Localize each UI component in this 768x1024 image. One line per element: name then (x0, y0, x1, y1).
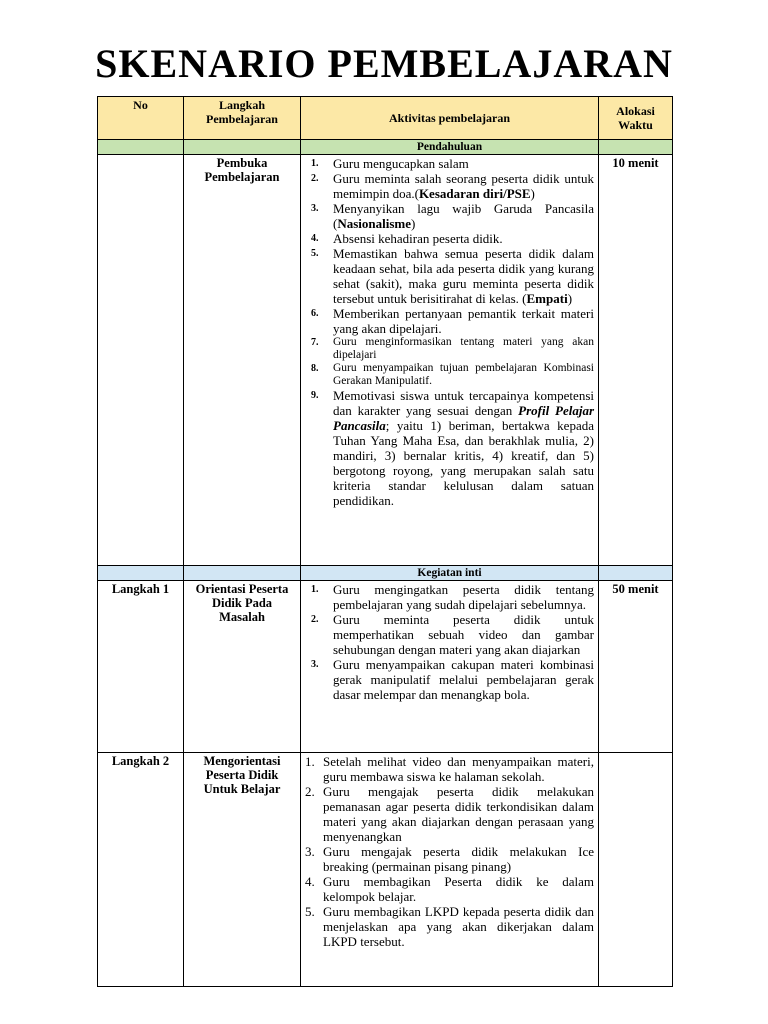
value-emphasis: Nasionalisme (337, 216, 412, 231)
activity-item (305, 582, 594, 612)
value-emphasis: Empati (526, 291, 568, 306)
activity-item (305, 306, 594, 336)
cell-langkah: Orientasi Peserta Didik Pada Masalah (184, 581, 301, 753)
item-text: Guru menyampaikan cakupan materi kombinasi gerak manipulatif melalui pembelajaran gerak dasar melempar dan menangkap bola. (333, 657, 594, 702)
cell-aktivitas (301, 155, 599, 566)
section-row-pendahuluan (98, 140, 673, 155)
activity-item (305, 336, 594, 362)
item-text: Memotivasi siswa untuk tercapainya kompetensi dan karakter yang sesuai dengan Profil Pelajar Pancasila; yaitu 1) beriman, bertakwa kepada Tuhan Yang Maha Esa, dan berakhlak mulia, 2) mandiri, 3) bernalar kritis, 4) kreatif, dan 5) bergotong royong, yang merupakan salah satu kriteria standar kelulusan dalam satuan pendidikan. (333, 388, 595, 508)
cell-waktu (599, 753, 673, 987)
value-emphasis: Kesadaran diri/PSE (418, 186, 531, 201)
activity-item (305, 388, 594, 508)
item-text: Guru menyampaikan tujuan pembelajaran Kombinasi Gerakan Manipulatif. (333, 362, 594, 387)
item-text: Guru membagikan LKPD kepada peserta didik dan menjelaskan apa yang akan dikerjakan dalam LKPD tersebut. (323, 904, 594, 949)
item-number: 7. (311, 337, 319, 348)
table-header-row (98, 97, 673, 140)
scenario-table (97, 96, 673, 987)
header-no: No (98, 97, 184, 140)
activity-item (305, 612, 594, 657)
item-text: Guru membagikan Peserta didik ke dalam kelompok belajar. (323, 874, 594, 904)
activity-item (305, 904, 594, 949)
item-text: Memastikan bahwa semua peserta didik dalam keadaan sehat, bila ada peserta didik yang kurang sehat (sakit), maka guru meminta peserta didik tersebut untuk berisitirahat di kelas. (Empati) (333, 246, 594, 306)
cell-waktu: 10 menit (599, 155, 673, 566)
item-text: Setelah melihat video dan menyampaikan materi, guru membawa siswa ke halaman sekolah. (323, 754, 594, 784)
item-text: Guru mengingatkan peserta didik tentang pembelajaran yang sudah dipelajari sebelumnya. (333, 582, 594, 612)
activity-item (305, 246, 594, 306)
section-label-pendahuluan: Pendahuluan (301, 140, 599, 155)
item-number: 9. (311, 390, 319, 401)
activity-item (305, 784, 594, 844)
item-text: Guru mengajak peserta didik melakukan pemanasan agar peserta didik terkondisikan dalam materi yang akan diajarkan dengan perasaan yang menyenangkan (323, 784, 594, 844)
item-number: 1. (311, 584, 319, 595)
item-text: Memberikan pertanyaan pemantik terkait materi yang akan dipelajari. (333, 306, 594, 336)
cell-aktivitas (301, 753, 599, 987)
header-aktivitas: Aktivitas pembelajaran (301, 97, 599, 140)
activity-item (305, 754, 594, 784)
activity-list (305, 156, 594, 508)
header-langkah: Langkah Pembelajaran (184, 97, 301, 140)
item-number: 4. (311, 233, 319, 244)
table-row-langkah-1 (98, 581, 673, 753)
item-text: Guru mengucapkan salam (333, 156, 469, 171)
header-alokasi: Alokasi Waktu (599, 97, 673, 140)
document-title: SKENARIO PEMBELAJARAN (95, 41, 673, 86)
activity-item (305, 156, 594, 171)
item-number: 1. (305, 754, 315, 769)
item-number: 2. (311, 614, 319, 625)
item-number: 6. (311, 308, 319, 319)
item-number: 5. (305, 904, 315, 919)
item-number: 2. (311, 173, 319, 184)
activity-list (305, 582, 594, 702)
item-text: Guru meminta salah seorang peserta didik untuk memimpin doa.(Kesadaran diri/PSE) (333, 171, 594, 201)
activity-item (305, 362, 594, 388)
item-text: Guru mengajak peserta didik melakukan Ice breaking (permainan pisang pinang) (323, 844, 594, 874)
item-number: 8. (311, 363, 319, 374)
item-number: 1. (311, 158, 319, 169)
activity-list (305, 754, 594, 949)
item-number: 3. (305, 844, 315, 859)
activity-item (305, 657, 594, 702)
activity-item (305, 201, 594, 231)
item-number: 3. (311, 659, 319, 670)
cell-no: Langkah 2 (98, 753, 184, 987)
table-row-pembuka (98, 155, 673, 566)
item-number: 2. (305, 784, 315, 799)
table-row-langkah-2 (98, 753, 673, 987)
activity-item (305, 171, 594, 201)
item-text: Guru meminta peserta didik untuk memperhatikan sebuah video dan gambar sehubungan dengan materi yang akan diajarkan (333, 612, 594, 657)
item-number: 4. (305, 874, 315, 889)
section-row-kegiatan-inti (98, 566, 673, 581)
cell-langkah: Mengorientasi Peserta Didik Untuk Belajar (184, 753, 301, 987)
cell-langkah: Pembuka Pembelajaran (184, 155, 301, 566)
activity-item (305, 874, 594, 904)
cell-no: Langkah 1 (98, 581, 184, 753)
section-label-kegiatan-inti: Kegiatan inti (301, 566, 599, 581)
item-text: Menyanyikan lagu wajib Garuda Pancasila (Nasionalisme) (333, 201, 594, 231)
item-number: 5. (311, 248, 319, 259)
activity-item (305, 231, 594, 246)
cell-no (98, 155, 184, 566)
value-emphasis: Profil Pelajar Pancasila (333, 403, 595, 433)
activity-item (305, 844, 594, 874)
item-text: Guru menginformasikan tentang materi yang akan dipelajari (333, 336, 594, 361)
cell-waktu: 50 menit (599, 581, 673, 753)
cell-aktivitas (301, 581, 599, 753)
item-number: 3. (311, 203, 319, 214)
item-text: Absensi kehadiran peserta didik. (333, 231, 503, 246)
